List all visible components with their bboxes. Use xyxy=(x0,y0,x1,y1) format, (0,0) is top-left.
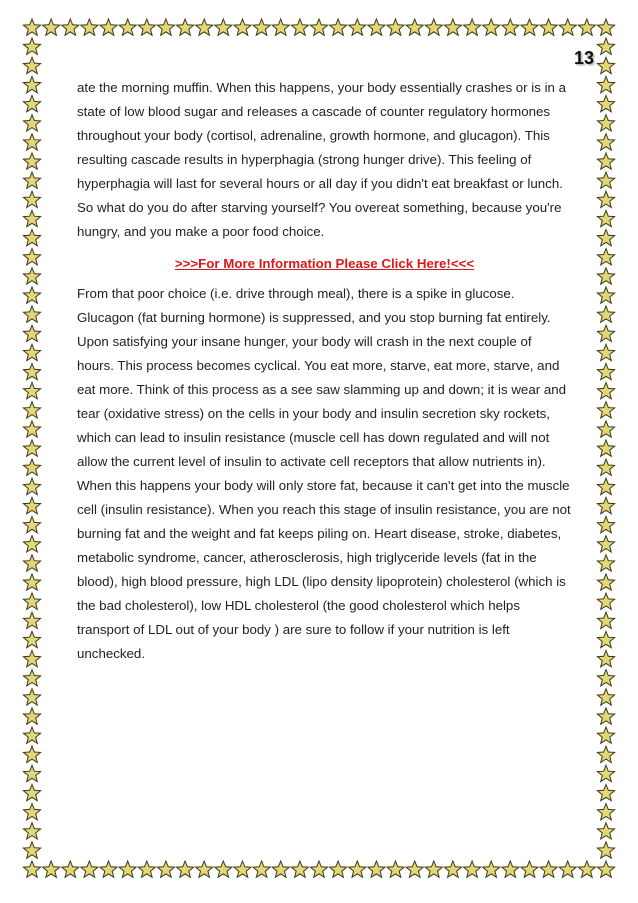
star-icon xyxy=(597,76,614,92)
star-icon xyxy=(291,861,308,877)
star-icon xyxy=(138,861,155,877)
star-icon xyxy=(444,861,461,877)
star-icon xyxy=(234,19,251,35)
star-icon xyxy=(177,861,194,877)
star-icon xyxy=(23,842,40,858)
document-body xyxy=(77,76,572,666)
star-icon xyxy=(387,19,404,35)
star-icon xyxy=(23,287,40,303)
star-icon xyxy=(559,19,576,35)
star-icon xyxy=(23,746,40,762)
star-icon xyxy=(368,19,385,35)
star-icon xyxy=(597,287,614,303)
star-icon xyxy=(368,861,385,877)
star-icon xyxy=(540,19,557,35)
star-icon xyxy=(23,574,40,590)
star-icon xyxy=(425,861,442,877)
star-icon xyxy=(597,612,614,628)
more-info-link[interactable]: >>>For More Information Please Click Here!<<< xyxy=(174,256,475,271)
star-icon xyxy=(81,19,98,35)
star-icon xyxy=(23,38,40,54)
star-icon xyxy=(62,861,79,877)
star-icon xyxy=(597,115,614,131)
star-icon xyxy=(597,823,614,839)
star-icon xyxy=(483,19,500,35)
star-icon xyxy=(578,861,595,877)
star-icon xyxy=(597,38,614,54)
star-icon xyxy=(597,96,614,112)
star-icon xyxy=(23,249,40,265)
star-icon xyxy=(81,861,98,877)
star-icon xyxy=(349,19,366,35)
star-icon xyxy=(23,823,40,839)
star-icon xyxy=(62,19,79,35)
star-icon xyxy=(253,861,270,877)
star-icon xyxy=(23,210,40,226)
star-icon xyxy=(23,402,40,418)
star-icon xyxy=(196,19,213,35)
star-icon xyxy=(310,19,327,35)
star-icon xyxy=(330,19,347,35)
star-icon xyxy=(23,785,40,801)
star-icon xyxy=(23,708,40,724)
star-icon xyxy=(157,861,174,877)
star-icon xyxy=(578,19,595,35)
star-icon xyxy=(406,861,423,877)
star-icon xyxy=(425,19,442,35)
star-icon xyxy=(349,861,366,877)
star-icon xyxy=(23,57,40,73)
star-icon xyxy=(464,19,481,35)
star-icon xyxy=(177,19,194,35)
star-icon xyxy=(597,861,614,877)
star-icon xyxy=(559,861,576,877)
star-icon xyxy=(23,115,40,131)
star-icon xyxy=(502,19,519,35)
star-icon xyxy=(23,230,40,246)
star-icon xyxy=(100,861,117,877)
star-icon xyxy=(597,57,614,73)
star-icon xyxy=(483,861,500,877)
star-icon xyxy=(597,306,614,322)
star-icon xyxy=(597,670,614,686)
paragraph: ate the morning muffin. When this happens, your body essentially crashes or is in a state of low blood sugar and releases a cascade of counter regulatory hormones throughout your body (cortisol, adrenaline, growth hormone, and glucagon). This resulting cascade results in hyperphagia (strong hunger drive). This feeling of hyperphagia will last for several hours or all day if you didn't eat breakfast or lunch. So what do you do after starving yourself? You overeat something, because you're hungry, and you make a poor food choice. xyxy=(77,80,567,239)
star-icon xyxy=(100,19,117,35)
star-icon xyxy=(597,191,614,207)
star-icon xyxy=(23,497,40,513)
star-icon xyxy=(597,708,614,724)
star-icon xyxy=(521,861,538,877)
star-icon xyxy=(597,536,614,552)
star-icon xyxy=(597,344,614,360)
star-icon xyxy=(540,861,557,877)
star-icon xyxy=(597,268,614,284)
star-icon xyxy=(234,861,251,877)
star-icon xyxy=(502,861,519,877)
star-icon xyxy=(23,191,40,207)
star-icon xyxy=(597,517,614,533)
star-icon xyxy=(597,593,614,609)
star-icon xyxy=(253,19,270,35)
star-icon xyxy=(387,861,404,877)
star-icon xyxy=(272,861,289,877)
star-icon xyxy=(597,842,614,858)
star-icon xyxy=(23,96,40,112)
star-icon xyxy=(43,861,60,877)
star-icon xyxy=(23,478,40,494)
star-icon xyxy=(597,19,614,35)
star-icon xyxy=(597,440,614,456)
star-icon xyxy=(597,804,614,820)
star-icon xyxy=(310,861,327,877)
page-number: 13 xyxy=(573,48,594,68)
star-icon xyxy=(597,555,614,571)
star-icon xyxy=(157,19,174,35)
star-icon xyxy=(23,612,40,628)
star-icon xyxy=(23,306,40,322)
star-icon xyxy=(23,134,40,150)
star-icon xyxy=(597,230,614,246)
star-icon xyxy=(464,861,481,877)
star-icon xyxy=(23,172,40,188)
star-icon xyxy=(23,555,40,571)
star-icon xyxy=(597,651,614,667)
star-icon xyxy=(597,574,614,590)
star-icon xyxy=(597,631,614,647)
star-icon xyxy=(23,727,40,743)
star-icon xyxy=(272,19,289,35)
star-icon xyxy=(23,459,40,475)
star-icon xyxy=(196,861,213,877)
star-icon xyxy=(597,172,614,188)
star-icon xyxy=(23,670,40,686)
star-icon xyxy=(597,746,614,762)
star-icon xyxy=(23,517,40,533)
star-icon xyxy=(23,383,40,399)
star-icon xyxy=(406,19,423,35)
star-icon xyxy=(597,478,614,494)
star-icon xyxy=(215,19,232,35)
star-icon xyxy=(597,364,614,380)
star-icon xyxy=(23,421,40,437)
star-icon xyxy=(23,861,40,877)
star-icon xyxy=(521,19,538,35)
star-icon xyxy=(597,497,614,513)
star-icon xyxy=(119,19,136,35)
star-icon xyxy=(138,19,155,35)
paragraph: From that poor choice (i.e. drive through meal), there is a spike in glucose. Glucagon (fat burning hormone) is suppressed, and you stop burning fat entirely. Upon satisfying your insane hunger, your body will crash in the next couple of hours. This process becomes cyclical. You eat more, starve, eat more, starve, and eat more. Think of this process as a see saw slamming up and down; it is wear and tear (oxidative stress) on the cells in your body and insulin secretion sky rockets, which can lead to insulin resistance (muscle cell has down regulated and will not allow the current level of insulin to activate cell receptors that allow nutrients in). When this happens your body will only store fat, because it can't get into the muscle cell (insulin resistance). When you reach this stage of insulin resistance, you are not burning fat and the weight and fat keeps piling on. Heart disease, stroke, diabetes, metabolic syndrome, cancer, atherosclerosis, high triglyceride levels (fat in the blood), high blood pressure, high LDL (lipo density lipoprotein) cholesterol (which is the bad cholesterol), low HDL cholesterol (the good cholesterol which helps transport of LDL out of your body ) are sure to follow if your nutrition is left unchecked. xyxy=(77,286,571,661)
star-icon xyxy=(444,19,461,35)
star-icon xyxy=(23,268,40,284)
star-icon xyxy=(597,785,614,801)
star-icon xyxy=(291,19,308,35)
star-icon xyxy=(330,861,347,877)
star-icon xyxy=(23,76,40,92)
star-icon xyxy=(597,325,614,341)
star-icon xyxy=(43,19,60,35)
star-icon xyxy=(23,325,40,341)
star-icon xyxy=(119,861,136,877)
star-icon xyxy=(597,459,614,475)
star-icon xyxy=(597,134,614,150)
star-icon xyxy=(215,861,232,877)
star-icon xyxy=(597,765,614,781)
star-icon xyxy=(23,631,40,647)
star-icon xyxy=(23,344,40,360)
star-icon xyxy=(23,804,40,820)
star-icon xyxy=(23,153,40,169)
star-icon xyxy=(23,19,40,35)
star-icon xyxy=(23,765,40,781)
star-icon xyxy=(23,364,40,380)
star-icon xyxy=(597,727,614,743)
star-icon xyxy=(597,249,614,265)
star-icon xyxy=(597,210,614,226)
star-icon xyxy=(597,421,614,437)
star-icon xyxy=(23,536,40,552)
star-icon xyxy=(597,402,614,418)
star-icon xyxy=(597,153,614,169)
star-icon xyxy=(23,689,40,705)
star-icon xyxy=(597,689,614,705)
star-icon xyxy=(23,440,40,456)
star-icon xyxy=(23,651,40,667)
star-icon xyxy=(597,383,614,399)
star-icon xyxy=(23,593,40,609)
